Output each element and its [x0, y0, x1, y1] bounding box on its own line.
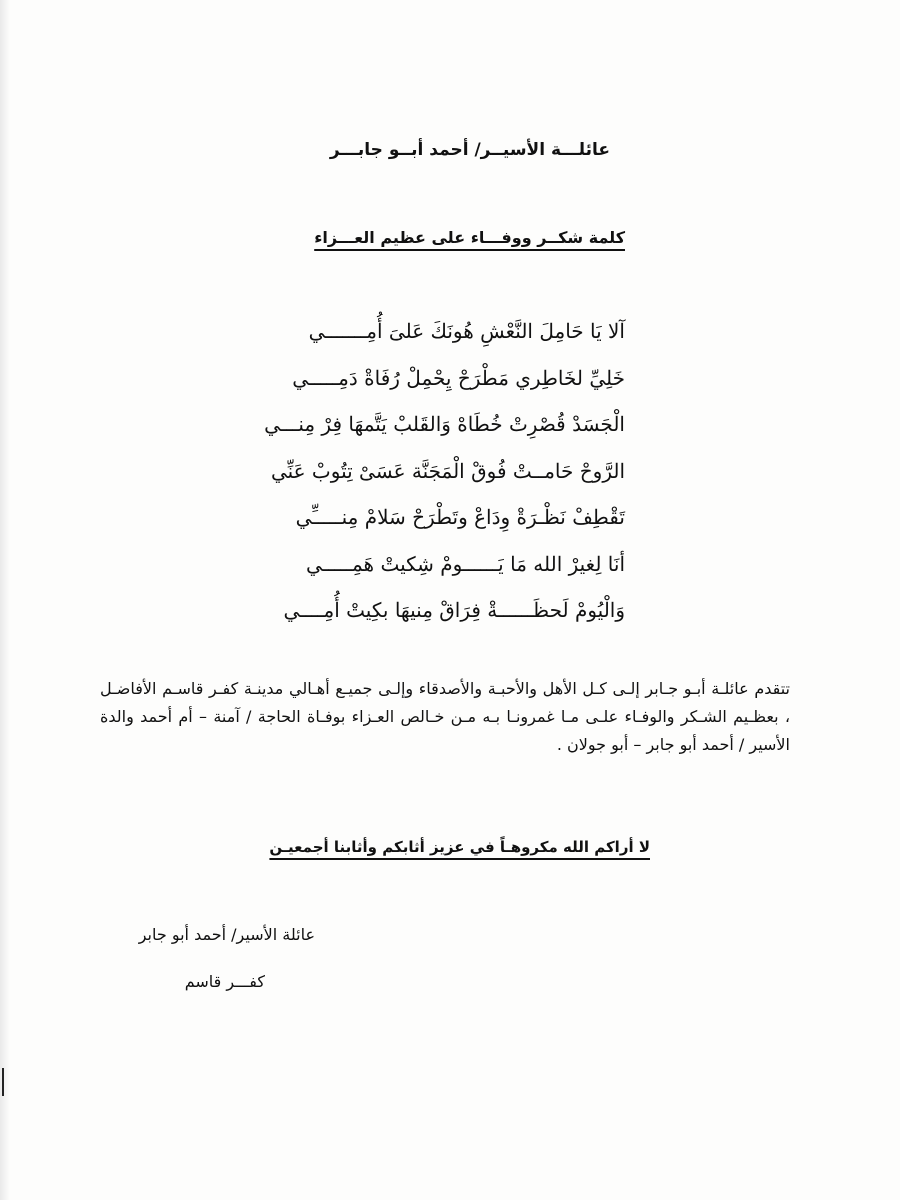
thanks-heading: [205, 228, 625, 247]
thanks-paragraph: تتقدم عائلـة أبـو جـابر إلـى كـل الأهل والأحبـة والأصدقاء وإلـى جميـع أهـالي مدينـة كفـر قاسـم الأفاضـل ، بعظـيم الشـكر والوفـاء علـى مـا غمرونـا بـه مـن خـالص العـزاء بوفـاة الحاجة / آمنة – أم أحمد والدة الأسير / أحمد أبو جابر – أبو جولان .: [100, 679, 790, 754]
poem: [225, 308, 625, 634]
family-title: عائلـــة الأسيــر/ أحمد أبــو جابـــر: [329, 140, 610, 160]
thanks-heading-text: كلمة شكــر ووفـــاء على عظيم العـــزاء: [314, 228, 625, 247]
poem-line: الْجَسَدْ قُصْرِتْ خُطَاهْ وَالقَلبْ يَتَّمهَا فِرْ مِنـــي: [264, 412, 625, 436]
closing-phrase-text: لا أراكم الله مكروهـاً في عزيز أثابكم وأثابنا أجمعيـن: [269, 838, 650, 856]
thanks-paragraph-block: [100, 675, 790, 759]
scan-edge-mark: [2, 1068, 4, 1096]
signature-name: عائلة الأسير/ أحمد أبو جابر: [138, 925, 315, 944]
closing-phrase: [150, 838, 650, 856]
poem-line: آلا يَا حَامِلَ النَّعْشِ هُونَكَ عَلىَ أُمِـــــــي: [308, 319, 625, 343]
signature-location: كفـــر قاسم: [184, 972, 265, 991]
poem-line: أنَا لِغيرْ الله مَا يَــــــومْ شِكيتْ هَمِـــــي: [306, 551, 625, 576]
poem-line: خَلِيِّ لخَاطِري مَطْرَحْ يِحْمِلْ رُفَاةْ دَمِـــــي: [292, 365, 625, 390]
poem-line: الرَّوحْ حَامــتْ فُوقْ الْمَجَنَّة عَسَىْ تِتُوبْ عَنِّي: [270, 458, 625, 483]
poem-line: وَالْيُومْ لَحظَــــــةْ فِرَاقْ مِنيهَا بكِيتْ أُمِــــي: [283, 598, 625, 622]
scan-edge-shadow: [0, 0, 10, 1200]
poem-line: تَقْطِفْ نَظْـرَةْ وِدَاعْ وتَطْرَحْ سَلامْ مِنـــــِّي: [295, 505, 625, 529]
